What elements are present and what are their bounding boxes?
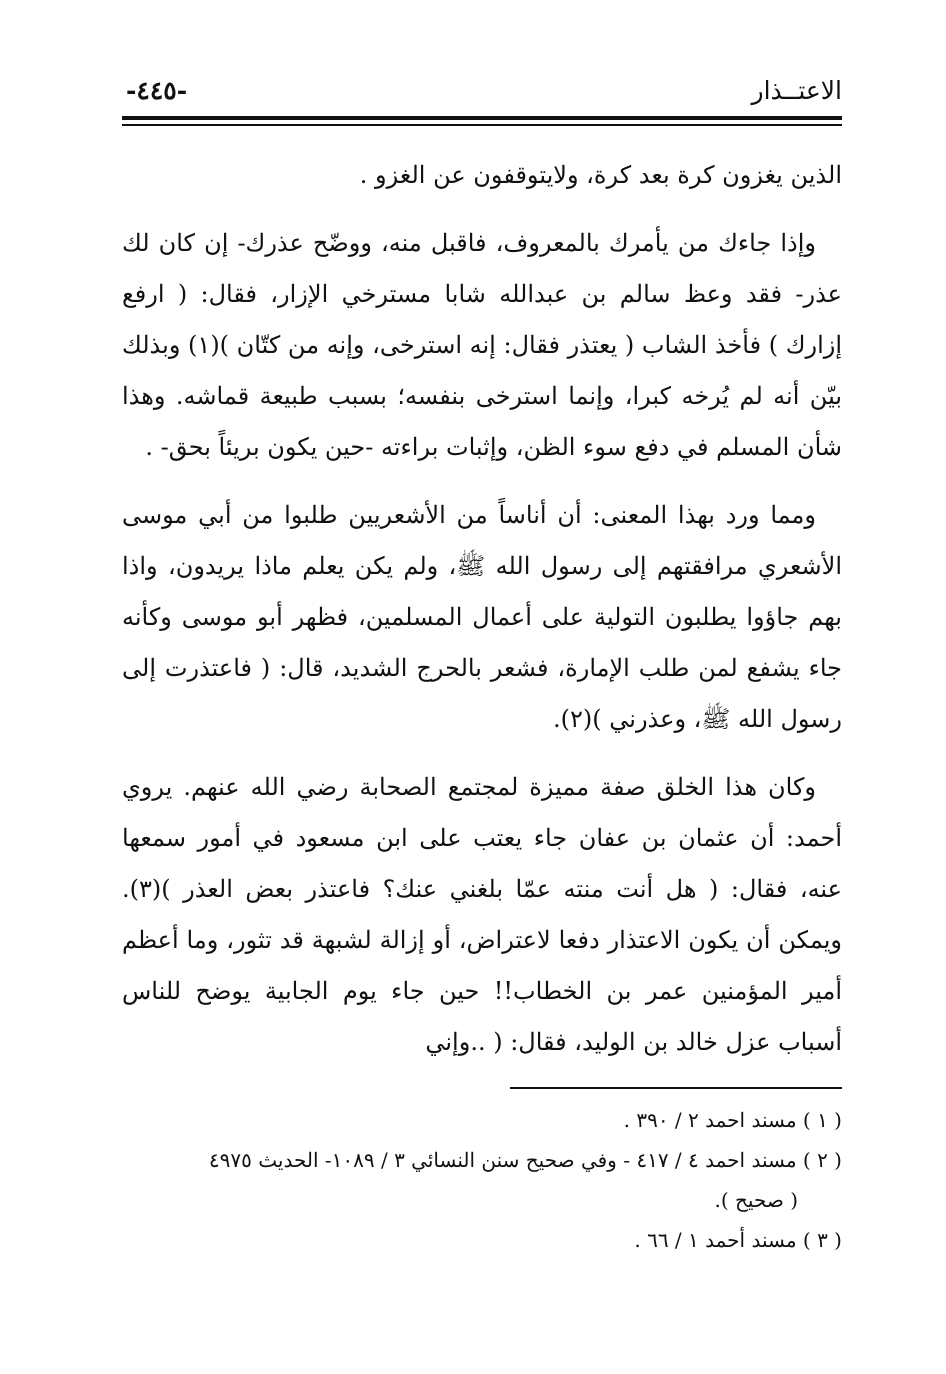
body-text	[122, 150, 842, 1085]
footnote-2: ( ٢ ) مسند احمد ٤ / ٤١٧ - وفي صحيح سنن النسائي ٣ / ١٠٨٩- الحديث ٤٩٧٥	[208, 1148, 842, 1172]
footnote-2-continuation: ( صحيح ).	[714, 1188, 798, 1212]
paragraph-ashariyin: ومما ورد بهذا المعنى: أن أناساً من الأشعريين طلبوا من أبي موسى الأشعري مرافقتهم إلى رسول الله ﷺ، ولم يكن يعلم ماذا يريدون، واذا بهم جاؤوا يطلبون التولية على أعمال المسلمين، فظهر أبو موسى وكأنه جاء يشفع لمن طلب الإمارة، فشعر بالحرج الشديد، قال: ( فاعتذرت إلى رسول الله ﷺ، وعذرني )(٢).	[122, 501, 842, 733]
header-rule-thick	[122, 116, 842, 120]
footnote-3: ( ٣ ) مسند أحمد ١ / ٦٦ .	[634, 1228, 842, 1252]
chapter-title: الاعتــذار	[751, 76, 842, 105]
header-rule-thin	[122, 124, 842, 126]
paragraph-sahaba: وكان هذا الخلق صفة مميزة لمجتمع الصحابة رضي الله عنهم. يروي أحمد: أن عثمان بن عفان جاء يعتب على ابن مسعود في أمور سمعها عنه، فقال: ( هل أنت منته عمّا بلغني عنك؟ فاعتذر بعض العذر )(٣). ويمكن أن يكون الاعتذار دفعا لاعتراض، أو إزالة لشبهة قد تثور، وما أعظم أمير المؤمنين عمر بن الخطاب!! حين جاء يوم الجابية يوضح للناس أسباب عزل خالد بن الوليد، فقال: ( ..وإني	[122, 773, 842, 1056]
footnotes	[122, 1100, 842, 1260]
paragraph-continuation: الذين يغزون كرة بعد كرة، ولايتوقفون عن الغزو .	[359, 161, 842, 189]
running-header	[120, 72, 842, 112]
footnote-1: ( ١ ) مسند احمد ٢ / ٣٩٠ .	[623, 1108, 842, 1132]
paragraph-salim: وإذا جاءك من يأمرك بالمعروف، فاقبل منه، ووضّح عذرك- إن كان لك عذر- فقد وعظ سالم بن عبدالله شابا مسترخي الإزار، فقال: ( ارفع إزارك ) فأخذ الشاب ( يعتذر فقال: إنه استرخى، وإنه من كتّان )(١) وبذلك بيّن أنه لم يُرخه كبرا، وإنما استرخى بنفسه؛ بسبب طبيعة قماشه. وهذا شأن المسلم في دفع سوء الظن، وإثبات براءته -حين يكون بريئاً بحق- .	[122, 229, 843, 461]
page-number: -٤٤٥-	[126, 76, 188, 105]
footnote-separator	[510, 1087, 842, 1089]
